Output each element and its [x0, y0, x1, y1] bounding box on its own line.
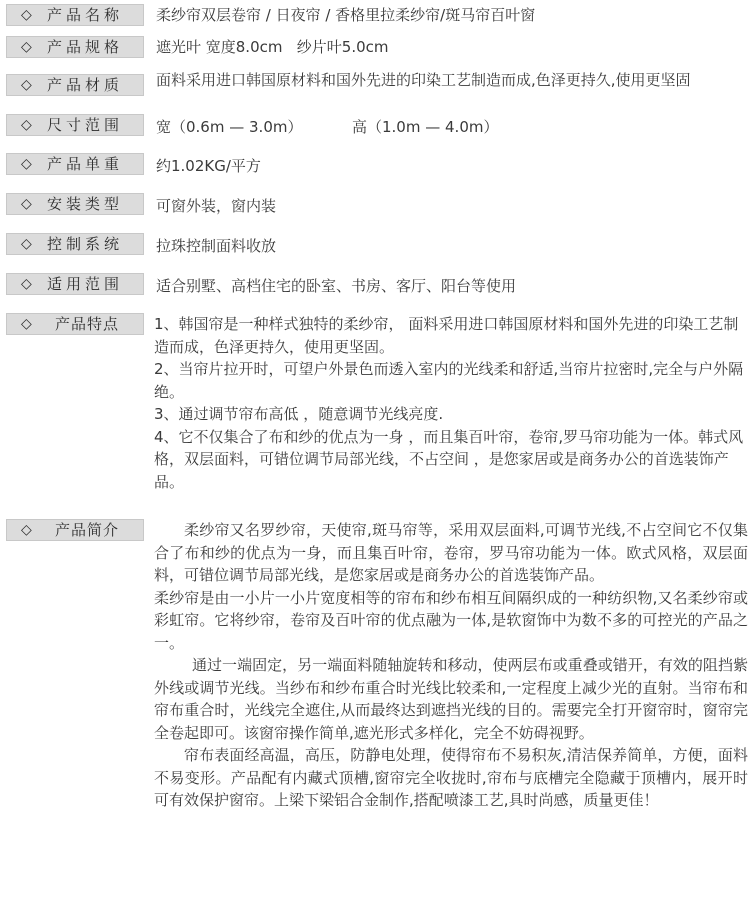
intro-paragraph: 通过一端固定，另一端面料随轴旋转和移动，使两层布或重叠或错开，有效的阻挡紫外线或调节光线。当纱布和纱布重合时光线比较柔和,一定程度上减少光的直射。当帘布和帘布重合时，光线完全遮住,从而最终达到遮挡光线的目的。需要完全打开窗帘时，窗帘完全卷起即可。该窗帘操作简单,遮光形式多样化，完全不妨碍视野。 — [154, 656, 748, 742]
label-product-name — [6, 4, 144, 26]
label-text: 产品单重 — [47, 155, 124, 173]
value-product-name: 柔纱帘双层卷帘 / 日夜帘 / 香格里拉柔纱帘/斑马帘百叶窗 — [156, 6, 536, 24]
diamond-icon: ◇ — [21, 276, 32, 292]
diamond-icon: ◇ — [21, 156, 32, 172]
value-product-spec: 遮光叶 宽度8.0cm 纱片叶5.0cm — [156, 38, 389, 56]
label-intro — [6, 519, 144, 541]
label-text: 产品名称 — [47, 6, 124, 24]
label-unit-weight — [6, 153, 144, 175]
feature-item: 2、当帘片拉开时，可望户外景色而透入室内的光线柔和舒适,当帘片拉密时,完全与户外隔绝。 — [154, 360, 744, 401]
diamond-icon: ◇ — [21, 236, 32, 252]
intro-paragraph: 柔纱帘是由一小片一小片宽度相等的帘布和纱布相互间隔织成的一种纺织物,又名柔纱帘或彩虹帘。它将纱帘，卷帘及百叶帘的优点融为一体,是软窗饰中为数不多的可控光的产品之一。 — [154, 588, 748, 652]
label-control-system — [6, 233, 144, 255]
diamond-icon: ◇ — [21, 7, 32, 23]
diamond-icon: ◇ — [21, 39, 32, 55]
diamond-icon: ◇ — [21, 316, 32, 332]
label-application — [6, 273, 144, 295]
value-application: 适合别墅、高档住宅的卧室、书房、客厅、阳台等使用 — [156, 277, 517, 295]
value-install-type: 可窗外装，窗内装 — [156, 197, 277, 215]
intro-text — [154, 519, 748, 812]
label-text: 产品简介 — [55, 521, 120, 539]
label-text: 产品特点 — [55, 315, 120, 333]
label-features — [6, 313, 144, 335]
value-unit-weight: 约1.02KG/平方 — [156, 157, 261, 175]
diamond-icon: ◇ — [21, 522, 32, 538]
label-install-type — [6, 193, 144, 215]
label-text: 适用范围 — [47, 275, 124, 293]
value-size-height: 高（1.0m — 4.0m） — [352, 118, 499, 136]
label-product-material — [6, 74, 144, 96]
label-product-spec — [6, 36, 144, 58]
label-text: 尺寸范围 — [47, 116, 124, 134]
label-size-range — [6, 114, 144, 136]
label-text: 产品规格 — [47, 38, 124, 56]
features-list — [154, 313, 748, 493]
diamond-icon: ◇ — [21, 117, 32, 133]
value-control-system: 拉珠控制面料收放 — [156, 237, 277, 255]
value-size-width: 宽（0.6m — 3.0m） — [156, 118, 303, 136]
feature-item: 4、它不仅集合了布和纱的优点为一身 ，而且集百叶帘，卷帘,罗马帘功能为一体。韩式风格，双层面料，可错位调节局部光线，不占空间 ，是您家居或是商务办公的首选装饰产品。 — [154, 427, 744, 491]
label-text: 控制系统 — [47, 235, 124, 253]
label-text: 安装类型 — [47, 195, 124, 213]
label-text: 产品材质 — [47, 76, 124, 94]
diamond-icon: ◇ — [21, 196, 32, 212]
feature-item: 1、韩国帘是一种样式独特的柔纱帘， 面料采用进口韩国原材料和国外先进的印染工艺制造而成，色泽更持久，使用更坚固。 — [154, 315, 739, 356]
intro-paragraph: 柔纱帘又名罗纱帘，天使帘,斑马帘等，采用双层面料,可调节光线,不占空间它不仅集合了布和纱的优点为一身，而且集百叶帘，卷帘，罗马帘功能为一体。欧式风格，双层面料，可错位调节局部光线，是您家居或是商务办公的首选装饰产品。 — [154, 521, 748, 584]
diamond-icon: ◇ — [21, 77, 32, 93]
feature-item: 3、通过调节帘布高低 ，随意调节光线亮度. — [154, 405, 444, 423]
intro-paragraph: 帘布表面经高温，高压，防静电处理，使得帘布不易积灰,清洁保养简单，方便，面料不易变形。产品配有内藏式顶槽,窗帘完全收拢时,帘布与底槽完全隐藏于顶槽内，展开时可有效保护窗帘。上梁下梁铝合金制作,搭配喷漆工艺,具时尚感，质量更佳！ — [154, 746, 748, 809]
value-product-material: 面料采用进口韩国原材料和国外先进的印染工艺制造而成,色泽更持久,使用更坚固 — [156, 71, 691, 89]
